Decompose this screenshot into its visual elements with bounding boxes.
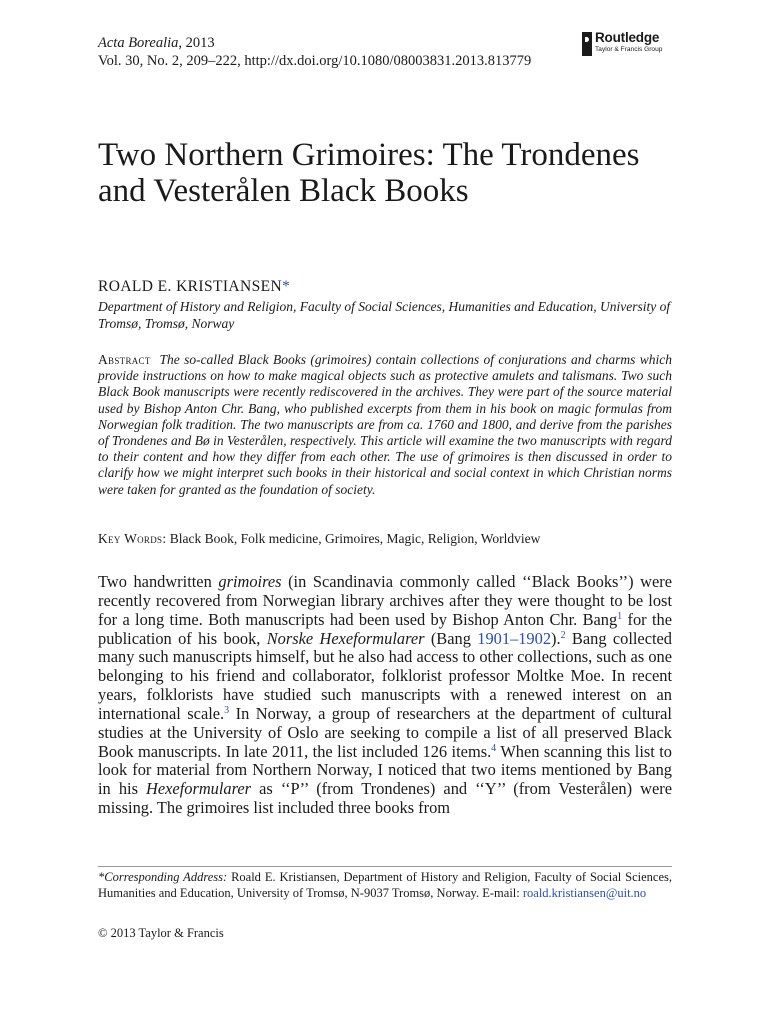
citation-line: Vol. 30, No. 2, 209–222, http://dx.doi.org/10.1080/08003831.2013.813779 [98, 53, 532, 69]
abstract-label: Abstract [98, 352, 151, 367]
footnote-link-4[interactable]: 4 [491, 742, 497, 754]
copyright-notice: © 2013 Taylor & Francis [98, 926, 224, 940]
corresponding-address-footnote [98, 870, 672, 901]
body-text-span: ). [551, 628, 561, 648]
footnote-divider [98, 866, 672, 867]
journal-year: , 2013 [178, 35, 215, 51]
email-link[interactable]: roald.kristiansen@uit.no [522, 885, 647, 900]
body-text-span: for the publication of his book, [98, 609, 672, 648]
footnote-text: Roald E. Kristiansen, Department of History and Religion, Faculty of Social Sciences, Humanities and Education, University of Tromsø, N-9037 Tromsø, Norway. E-mail: [98, 870, 672, 900]
publisher-logo [582, 30, 682, 58]
journal-header [98, 34, 531, 70]
publisher-name: Routledge [595, 30, 660, 45]
footnote-label: *Corresponding Address: [98, 870, 228, 884]
body-text-span: (Bang [424, 628, 478, 648]
author-line [98, 278, 290, 296]
body-text-span: Bang collected many such manuscripts himself, but he also had access to other collections, such as one belonging to his friend and collaborator, folklorist professor Moltke Moe. In recent years, folklorists have studied such manuscripts with a renewed interest on an international scale. [98, 628, 672, 723]
keywords [98, 531, 678, 547]
keywords-text: Black Book, Folk medicine, Grimoires, Magic, Religion, Worldview [169, 531, 541, 546]
abstract [98, 352, 672, 498]
publisher-group: Taylor & Francis Group [595, 46, 663, 53]
body-text-span: In Norway, a group of researchers at the department of cultural studies at the University of Oslo are seeking to compile a list of all preserved Black Book manuscripts. In late 2011, the list included 126 items. [98, 703, 672, 761]
body-emphasis: grimoires [218, 572, 282, 591]
footnote-link-2[interactable]: 2 [560, 629, 566, 641]
journal-line [98, 34, 531, 52]
body-emphasis: Hexeformularer [146, 779, 252, 799]
footnote-link-1[interactable]: 1 [617, 610, 623, 622]
body-text-span: Two handwritten [98, 572, 219, 591]
body-text-span: as ‘‘P’’ (from Trondenes) and ‘‘Y’’ (from Vesterålen) were missing. The grimoires list included three books from [98, 779, 672, 818]
body-emphasis: Norske Hexeformularer [266, 628, 425, 648]
abstract-text: The so-called Black Books (grimoires) contain collections of conjurations and charms which provide instructions on how to make magical objects such as protective amulets and talismans. Two such Black Book manuscripts were recently rediscovered in the archives. They were part of the source material used by Bishop Anton Chr. Bang, who published excerpts from them in his book on magic formulas from Norwegian folk tradition. The two manuscripts are from ca. 1760 and 1800, and derive from the parishes of Trondenes and Bø in Vesterålen, respectively. This article will examine the two manuscripts with regard to their content and how they differ from each other. The use of grimoires is then discussed in order to clarify how we might interpret such books in their historical and social context in which Christian norms were taken for granted as the foundation of society. [98, 352, 673, 497]
corresponding-author-link[interactable]: * [282, 278, 291, 295]
body-paragraph [98, 573, 672, 818]
article-title: Two Northern Grimoires: The Trondenes and Vesterålen Black Books [98, 137, 640, 209]
routledge-logo-icon [582, 32, 592, 56]
keywords-label: Key Words: [98, 531, 167, 546]
body-text-span: When scanning this list to look for material from Northern Norway, I noticed that two items mentioned by Bang in his [98, 741, 673, 799]
citation-link[interactable]: 1901–1902 [477, 628, 552, 648]
body-text-span: (in Scandinavia commonly called ‘‘Black Books’’) were recently recovered from Norwegian library archives after they were thought to be lost for a long time. Both manuscripts had been used by Bishop Anton Chr. Bang [98, 572, 673, 629]
author-name: ROALD E. KRISTIANSEN [98, 278, 283, 295]
footnote-link-3[interactable]: 3 [224, 704, 230, 716]
author-affiliation: Department of History and Religion, Faculty of Social Sciences, Humanities and Education, University of Tromsø, Tromsø, Norway [98, 299, 671, 331]
journal-name: Acta Borealia [98, 35, 179, 51]
